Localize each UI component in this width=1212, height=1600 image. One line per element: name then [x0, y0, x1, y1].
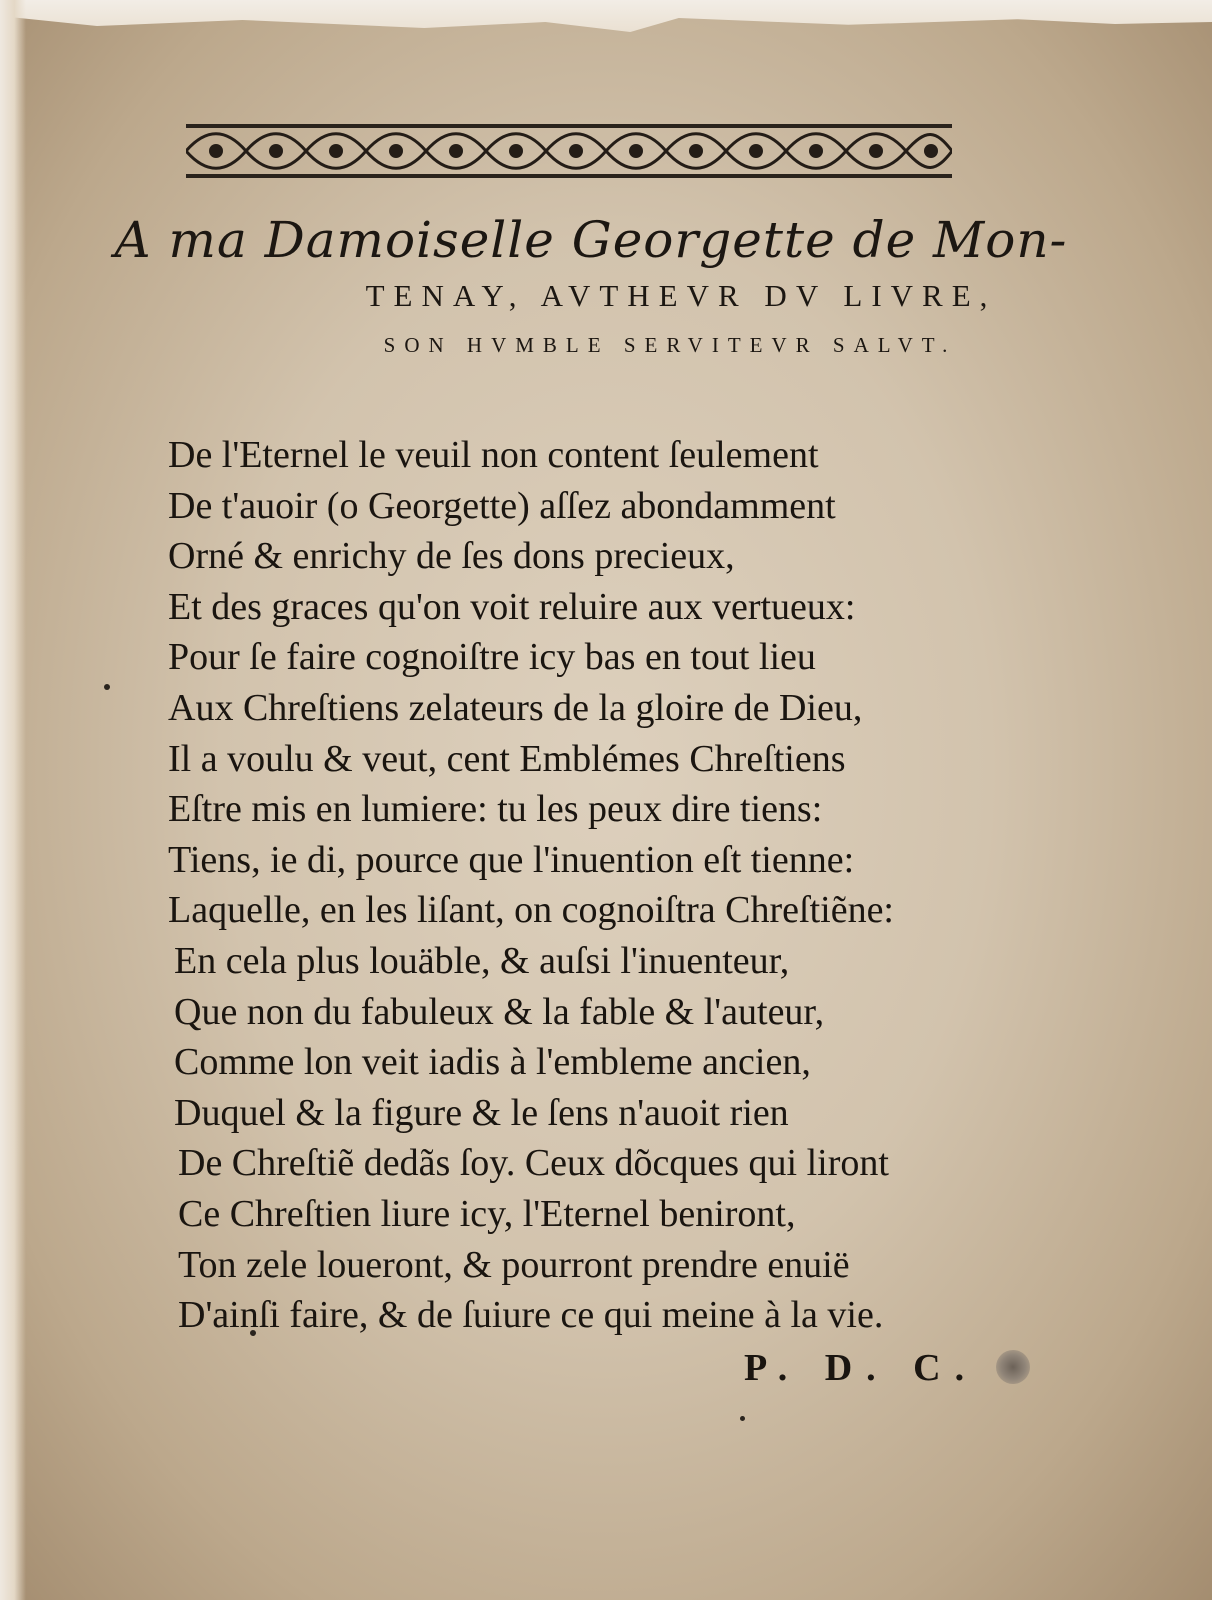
poem-line: Orné & enrichy de ſes dons precieux,: [168, 535, 735, 578]
poem-line: Ton zele loueront, & pourront prendre enuië: [178, 1243, 850, 1286]
dedication-heading: [0, 208, 1212, 370]
poem-line: De Chreſtiẽ dedãs ſoy. Ceux dõcques qui liront: [178, 1142, 889, 1185]
ink-speck: [740, 1416, 745, 1421]
poem-line: D'ainſi faire, & de ſuiure ce qui meine à la vie.: [178, 1294, 884, 1337]
poem-line: En cela plus louäble, & auſsi l'inuenteur,: [174, 939, 790, 982]
poem-line: Tiens, ie di, pource que l'inuention eſt tienne:: [168, 838, 855, 881]
heading-line-3: SON HVMBLE SERVITEVR SALVT.: [383, 333, 957, 357]
poem-line: Pour ſe faire cognoiſtre icy bas en tout lieu: [168, 636, 816, 679]
poem-line: Et des graces qu'on voit reluire aux vertueux:: [168, 585, 856, 628]
ink-speck: [104, 684, 110, 690]
poem-line: Comme lon veit iadis à l'embleme ancien,: [174, 1041, 811, 1084]
poem-line: Laquelle, en les liſant, on cognoiſtra Chreſtiẽne:: [168, 889, 894, 932]
heading-line-2: TENAY, AVTHEVR DV LIVRE,: [365, 278, 997, 313]
poem-line: Aux Chreſtiens zelateurs de la gloire de Dieu,: [168, 686, 863, 729]
poem-line: Duquel & la figure & le ſens n'auoit rien: [174, 1091, 789, 1134]
signature-initials: P. D. C.: [744, 1347, 979, 1389]
ink-stain: [996, 1350, 1030, 1384]
poem-line: Ce Chreſtien liure icy, l'Eternel beniront,: [178, 1192, 796, 1235]
poem-line: Eſtre mis en lumiere: tu les peux dire tiens:: [168, 788, 823, 831]
poem-line: De l'Eternel le veuil non content ſeulement: [168, 434, 819, 476]
ornamental-header-band: [186, 120, 952, 182]
torn-top-edge: [0, 0, 1212, 40]
poem-line: De t'auoir (o Georgette) aſſez abondamment: [168, 484, 836, 527]
poem-line: Il a voulu & veut, cent Emblémes Chreſtiens: [168, 737, 846, 780]
dedication-poem: [168, 430, 998, 1341]
poem-line: Que non du fabuleux & la fable & l'auteur,: [174, 990, 825, 1033]
heading-line-1: A ma Damoiselle Georgette de Mon-: [114, 211, 1068, 269]
